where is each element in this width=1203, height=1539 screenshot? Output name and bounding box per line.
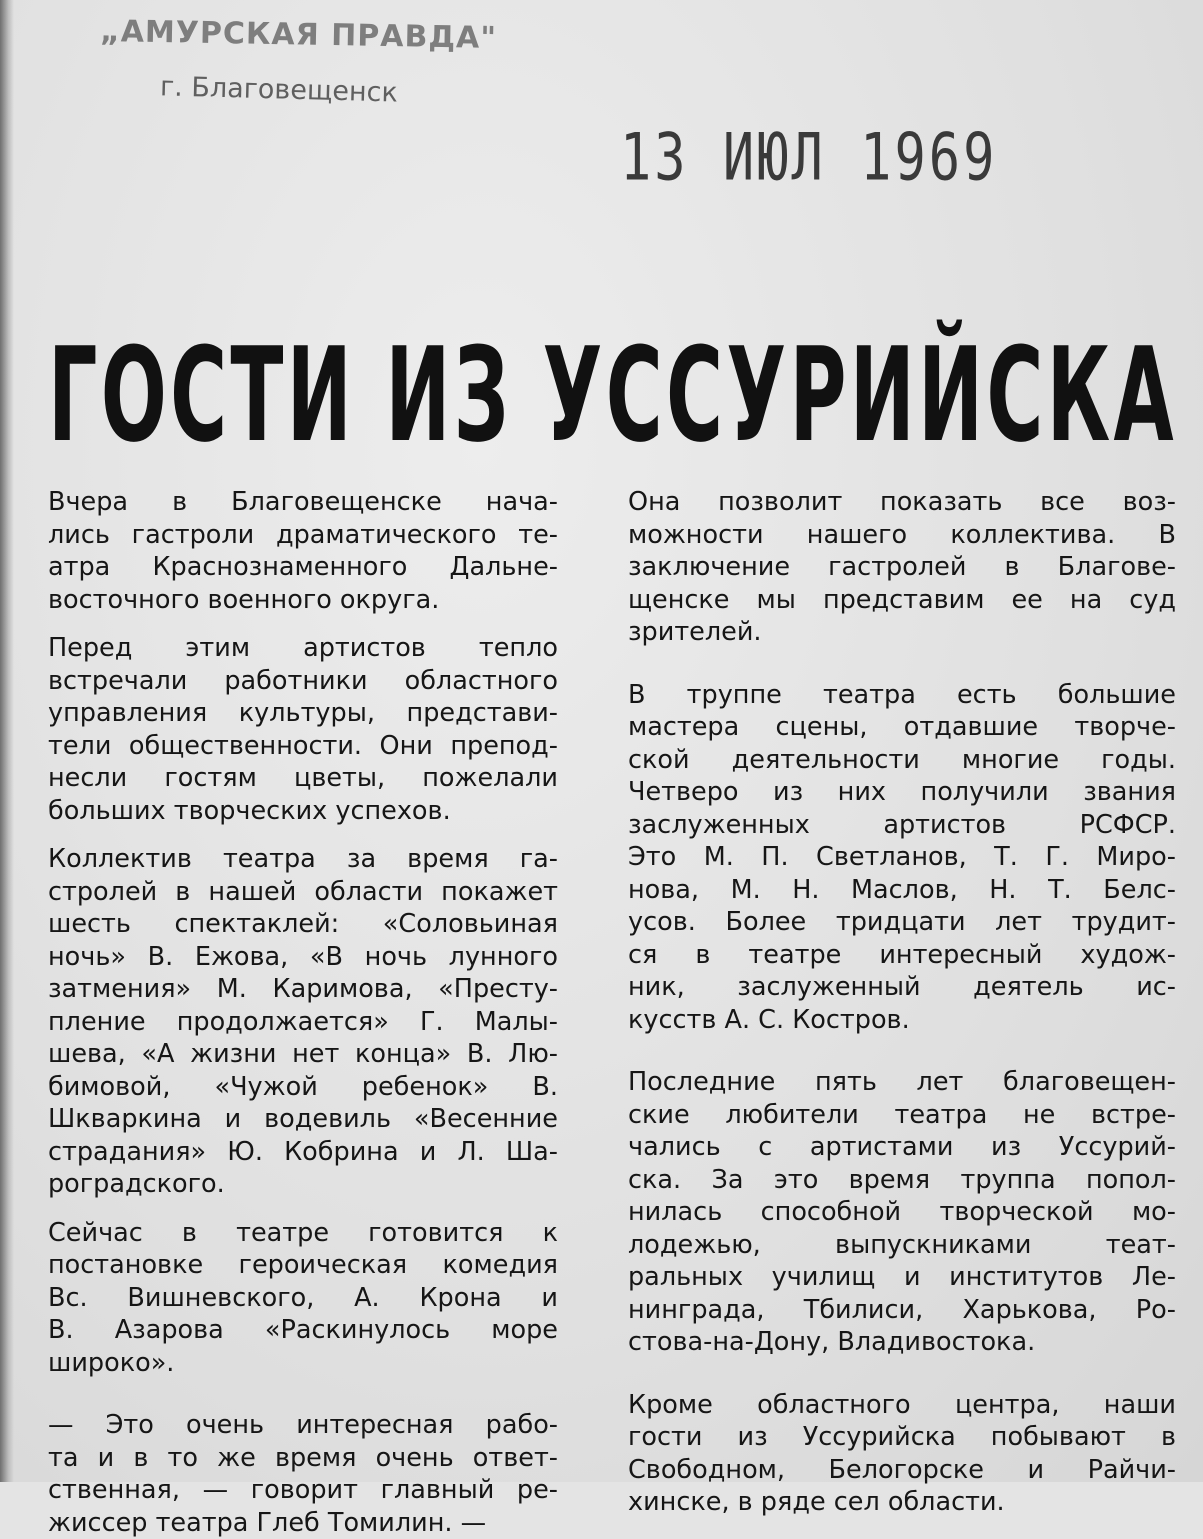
text-line: хинске, в ряде сел области. [628,1486,1176,1519]
text-line: В. Азарова «Раскинулось море [48,1314,558,1347]
text-line: ральных училищ и институтов Ле- [628,1261,1176,1294]
newspaper-name-stamp: „АМУРСКАЯ ПРАВДА" [100,14,561,57]
paragraph-gap [48,1201,558,1217]
text-line: восточного военного округа. [48,584,558,617]
article-paragraph [48,486,558,616]
text-line: Она позволит показать все воз- [628,486,1176,519]
paragraph-gap [48,616,558,632]
text-line: пление продолжается» Г. Малы- [48,1006,558,1039]
text-line: тели общественности. Они препод- [48,730,558,763]
paragraph-gap [48,1379,558,1409]
text-line: Свободном, Белогорске и Райчи- [628,1454,1176,1487]
text-line: управления культуры, представи- [48,697,558,730]
text-line: страдания» Ю. Кобрина и Л. Ша- [48,1136,558,1169]
text-line: лись гастроли драматического те- [48,519,558,552]
text-line: атра Краснознаменного Дальне- [48,551,558,584]
text-line: несли гостям цветы, пожелали [48,762,558,795]
text-line: ственная, — говорит главный ре- [48,1474,558,1507]
text-line: Это М. П. Светланов, Т. Г. Миро- [628,841,1176,874]
text-line: Коллектив театра за время га- [48,843,558,876]
text-line: шева, «А жизни нет конца» В. Лю- [48,1038,558,1071]
text-line: Последние пять лет благовещен- [628,1066,1176,1099]
text-line: жиссер театра Глеб Томилин. — [48,1507,558,1539]
text-line: гости из Уссурийска побывают в [628,1421,1176,1454]
text-line: постановке героическая комедия [48,1249,558,1282]
text-line: роградского. [48,1168,558,1201]
paragraph-gap [628,1359,1176,1389]
text-line: стова-на-Дону, Владивостока. [628,1326,1176,1359]
paragraph-gap [628,649,1176,679]
text-line: затмения» М. Каримова, «Престу- [48,973,558,1006]
article-paragraph [48,1409,558,1539]
article-paragraph [628,1066,1176,1359]
text-line: мастера сцены, отдавшие творче- [628,711,1176,744]
text-line: Кроме областного центра, наши [628,1389,1176,1422]
text-line: кусств А. С. Костров. [628,1004,1176,1037]
text-line: нилась способной творческой мо- [628,1196,1176,1229]
text-line: шесть спектаклей: «Соловьиная [48,908,558,941]
text-line: ские любители театра не встре- [628,1099,1176,1132]
text-line: ской деятельности многие годы. [628,744,1176,777]
text-line: зрителей. [628,616,1176,649]
text-line: нова, М. Н. Маслов, Н. Т. Белс- [628,874,1176,907]
article-right-column [628,486,1176,1519]
text-line: усов. Более тридцати лет трудит- [628,906,1176,939]
text-line: Вс. Вишневского, А. Крона и [48,1282,558,1315]
date-stamp: 13 ИЮЛ 1969 [620,121,1040,196]
article-paragraph [48,1217,558,1380]
text-line: широко». [48,1347,558,1380]
city-stamp: г. Благовещенск [160,71,521,111]
text-line: ска. За это время труппа попол- [628,1164,1176,1197]
article-paragraph [628,679,1176,1037]
text-line: ник, заслуженный деятель ис- [628,971,1176,1004]
text-line: щенске мы представим ее на суд [628,584,1176,617]
text-line: чались с артистами из Уссурий- [628,1131,1176,1164]
text-line: встречали работники областного [48,665,558,698]
text-line: ночь» В. Ежова, «В ночь лунного [48,941,558,974]
article-paragraph [628,1389,1176,1519]
article-paragraph [48,843,558,1201]
text-line: Четверо из них получили звания [628,776,1176,809]
text-line: нинграда, Тбилиси, Харькова, Ро- [628,1294,1176,1327]
text-line: В труппе театра есть большие [628,679,1176,712]
text-line: — Это очень интересная рабо- [48,1409,558,1442]
text-line: та и в то же время очень ответ- [48,1442,558,1475]
text-line: стролей в нашей области покажет [48,876,558,909]
article-headline: ГОСТИ ИЗ УССУРИЙСКА [48,330,978,460]
text-line: Перед этим артистов тепло [48,632,558,665]
text-line: можности нашего коллектива. В [628,519,1176,552]
article-left-column [48,486,558,1539]
text-line: ся в театре интересный худож- [628,939,1176,972]
paragraph-gap [48,827,558,843]
text-line: заключение гастролей в Благове- [628,551,1176,584]
article-paragraph [48,632,558,827]
paragraph-gap [628,1036,1176,1066]
text-line: больших творческих успехов. [48,795,558,828]
text-line: Сейчас в театре готовится к [48,1217,558,1250]
text-line: бимовой, «Чужой ребенок» В. [48,1071,558,1104]
scan-edge-shadow [0,0,14,1482]
text-line: Вчера в Благовещенске нача- [48,486,558,519]
text-line: заслуженных артистов РСФСР. [628,809,1176,842]
article-paragraph [628,486,1176,649]
text-line: Шкваркина и водевиль «Весенние [48,1103,558,1136]
text-line: лодежью, выпускниками теат- [628,1229,1176,1262]
